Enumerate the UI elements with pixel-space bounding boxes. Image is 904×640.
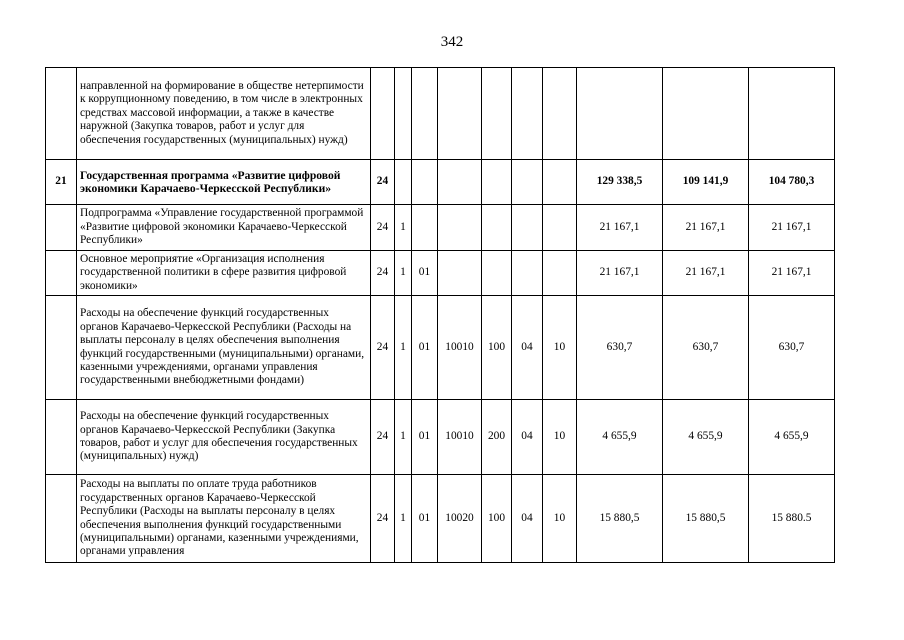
code-cell: 04	[512, 296, 543, 400]
row-description: Расходы на обеспечение функций государственных органов Карачаево-Черкесской Республики (Закупка товаров, работ и услуг для обеспечения государственных (муниципальных) нужд)	[77, 400, 371, 475]
amount-cell: 630,7	[577, 296, 663, 400]
row-number	[46, 251, 77, 296]
code-cell: 1	[395, 251, 412, 296]
amount-cell: 15 880,5	[577, 475, 663, 563]
row-number	[46, 475, 77, 563]
code-cell: 01	[412, 251, 438, 296]
code-cell: 1	[395, 205, 412, 251]
code-cell	[482, 160, 512, 205]
code-cell	[395, 68, 412, 160]
code-cell: 100	[482, 475, 512, 563]
amount-cell: 21 167,1	[577, 251, 663, 296]
table-row	[46, 251, 835, 296]
code-cell: 1	[395, 475, 412, 563]
code-cell: 10020	[438, 475, 482, 563]
amount-cell: 21 167,1	[663, 205, 749, 251]
table-row	[46, 68, 835, 160]
code-cell: 1	[395, 400, 412, 475]
table-row	[46, 475, 835, 563]
code-cell: 24	[371, 160, 395, 205]
code-cell: 24	[371, 205, 395, 251]
page-number: 342	[440, 34, 464, 50]
amount-cell: 109 141,9	[663, 160, 749, 205]
code-cell	[482, 251, 512, 296]
row-description: Основное мероприятие «Организация исполнения государственной политики в сфере развития цифровой экономики»	[77, 251, 371, 296]
code-cell	[412, 160, 438, 205]
row-number: 21	[46, 160, 77, 205]
code-cell	[438, 68, 482, 160]
code-cell: 24	[371, 296, 395, 400]
code-cell: 24	[371, 475, 395, 563]
table-row	[46, 400, 835, 475]
code-cell	[438, 251, 482, 296]
amount-cell: 21 167,1	[663, 251, 749, 296]
row-number	[46, 296, 77, 400]
code-cell: 10010	[438, 400, 482, 475]
table-row	[46, 296, 835, 400]
amount-cell: 4 655,9	[749, 400, 835, 475]
code-cell: 01	[412, 475, 438, 563]
table-row	[46, 160, 835, 205]
amount-cell	[749, 68, 835, 160]
code-cell	[543, 160, 577, 205]
amount-cell: 630,7	[749, 296, 835, 400]
code-cell	[543, 68, 577, 160]
code-cell: 200	[482, 400, 512, 475]
amount-cell: 15 880.5	[749, 475, 835, 563]
row-description: Подпрограмма «Управление государственной программой «Развитие цифровой экономики Карачаево-Черкесской Республики»	[77, 205, 371, 251]
code-cell: 04	[512, 400, 543, 475]
amount-cell: 21 167,1	[749, 205, 835, 251]
code-cell	[412, 205, 438, 251]
table-row	[46, 205, 835, 251]
amount-cell: 4 655,9	[663, 400, 749, 475]
row-description: направленной на формирование в обществе нетерпимости к коррупционному поведению, в том числе в электронных средствах массовой информации, а также в качестве наружной (Закупка товаров, работ и услуг для обеспечения государственных (муниципальных) нужд)	[77, 68, 371, 160]
row-description: Расходы на обеспечение функций государственных органов Карачаево-Черкесской Республики (Расходы на выплаты персоналу в целях обеспечения выполнения функций государственными (муниципальными) органами, казенными учреждениями, органами управления государственными внебюджетными фондами)	[77, 296, 371, 400]
code-cell: 24	[371, 400, 395, 475]
code-cell: 10	[543, 400, 577, 475]
row-description: Расходы на выплаты по оплате труда работников государственных органов Карачаево-Черкесской Республики (Расходы на выплаты персоналу в целях обеспечения выполнения функций государственными (муниципальными) органами, казенными учреждениями, органами управления	[77, 475, 371, 563]
code-cell	[371, 68, 395, 160]
code-cell: 10010	[438, 296, 482, 400]
budget-table	[45, 67, 835, 563]
amount-cell: 4 655,9	[577, 400, 663, 475]
code-cell	[512, 68, 543, 160]
code-cell: 10	[543, 296, 577, 400]
code-cell	[543, 251, 577, 296]
code-cell	[512, 160, 543, 205]
code-cell	[512, 251, 543, 296]
row-number	[46, 68, 77, 160]
amount-cell: 15 880,5	[663, 475, 749, 563]
row-number	[46, 400, 77, 475]
amount-cell	[663, 68, 749, 160]
amount-cell: 21 167,1	[577, 205, 663, 251]
amount-cell: 104 780,3	[749, 160, 835, 205]
code-cell: 01	[412, 400, 438, 475]
row-number	[46, 205, 77, 251]
code-cell	[438, 205, 482, 251]
row-description: Государственная программа «Развитие цифровой экономики Карачаево-Черкесской Республики»	[77, 160, 371, 205]
code-cell: 100	[482, 296, 512, 400]
code-cell	[482, 205, 512, 251]
code-cell: 10	[543, 475, 577, 563]
amount-cell: 21 167,1	[749, 251, 835, 296]
code-cell	[395, 160, 412, 205]
code-cell: 04	[512, 475, 543, 563]
amount-cell: 129 338,5	[577, 160, 663, 205]
amount-cell	[577, 68, 663, 160]
amount-cell: 630,7	[663, 296, 749, 400]
code-cell	[438, 160, 482, 205]
code-cell	[412, 68, 438, 160]
code-cell	[482, 68, 512, 160]
code-cell	[512, 205, 543, 251]
code-cell: 1	[395, 296, 412, 400]
code-cell: 24	[371, 251, 395, 296]
code-cell: 01	[412, 296, 438, 400]
code-cell	[543, 205, 577, 251]
